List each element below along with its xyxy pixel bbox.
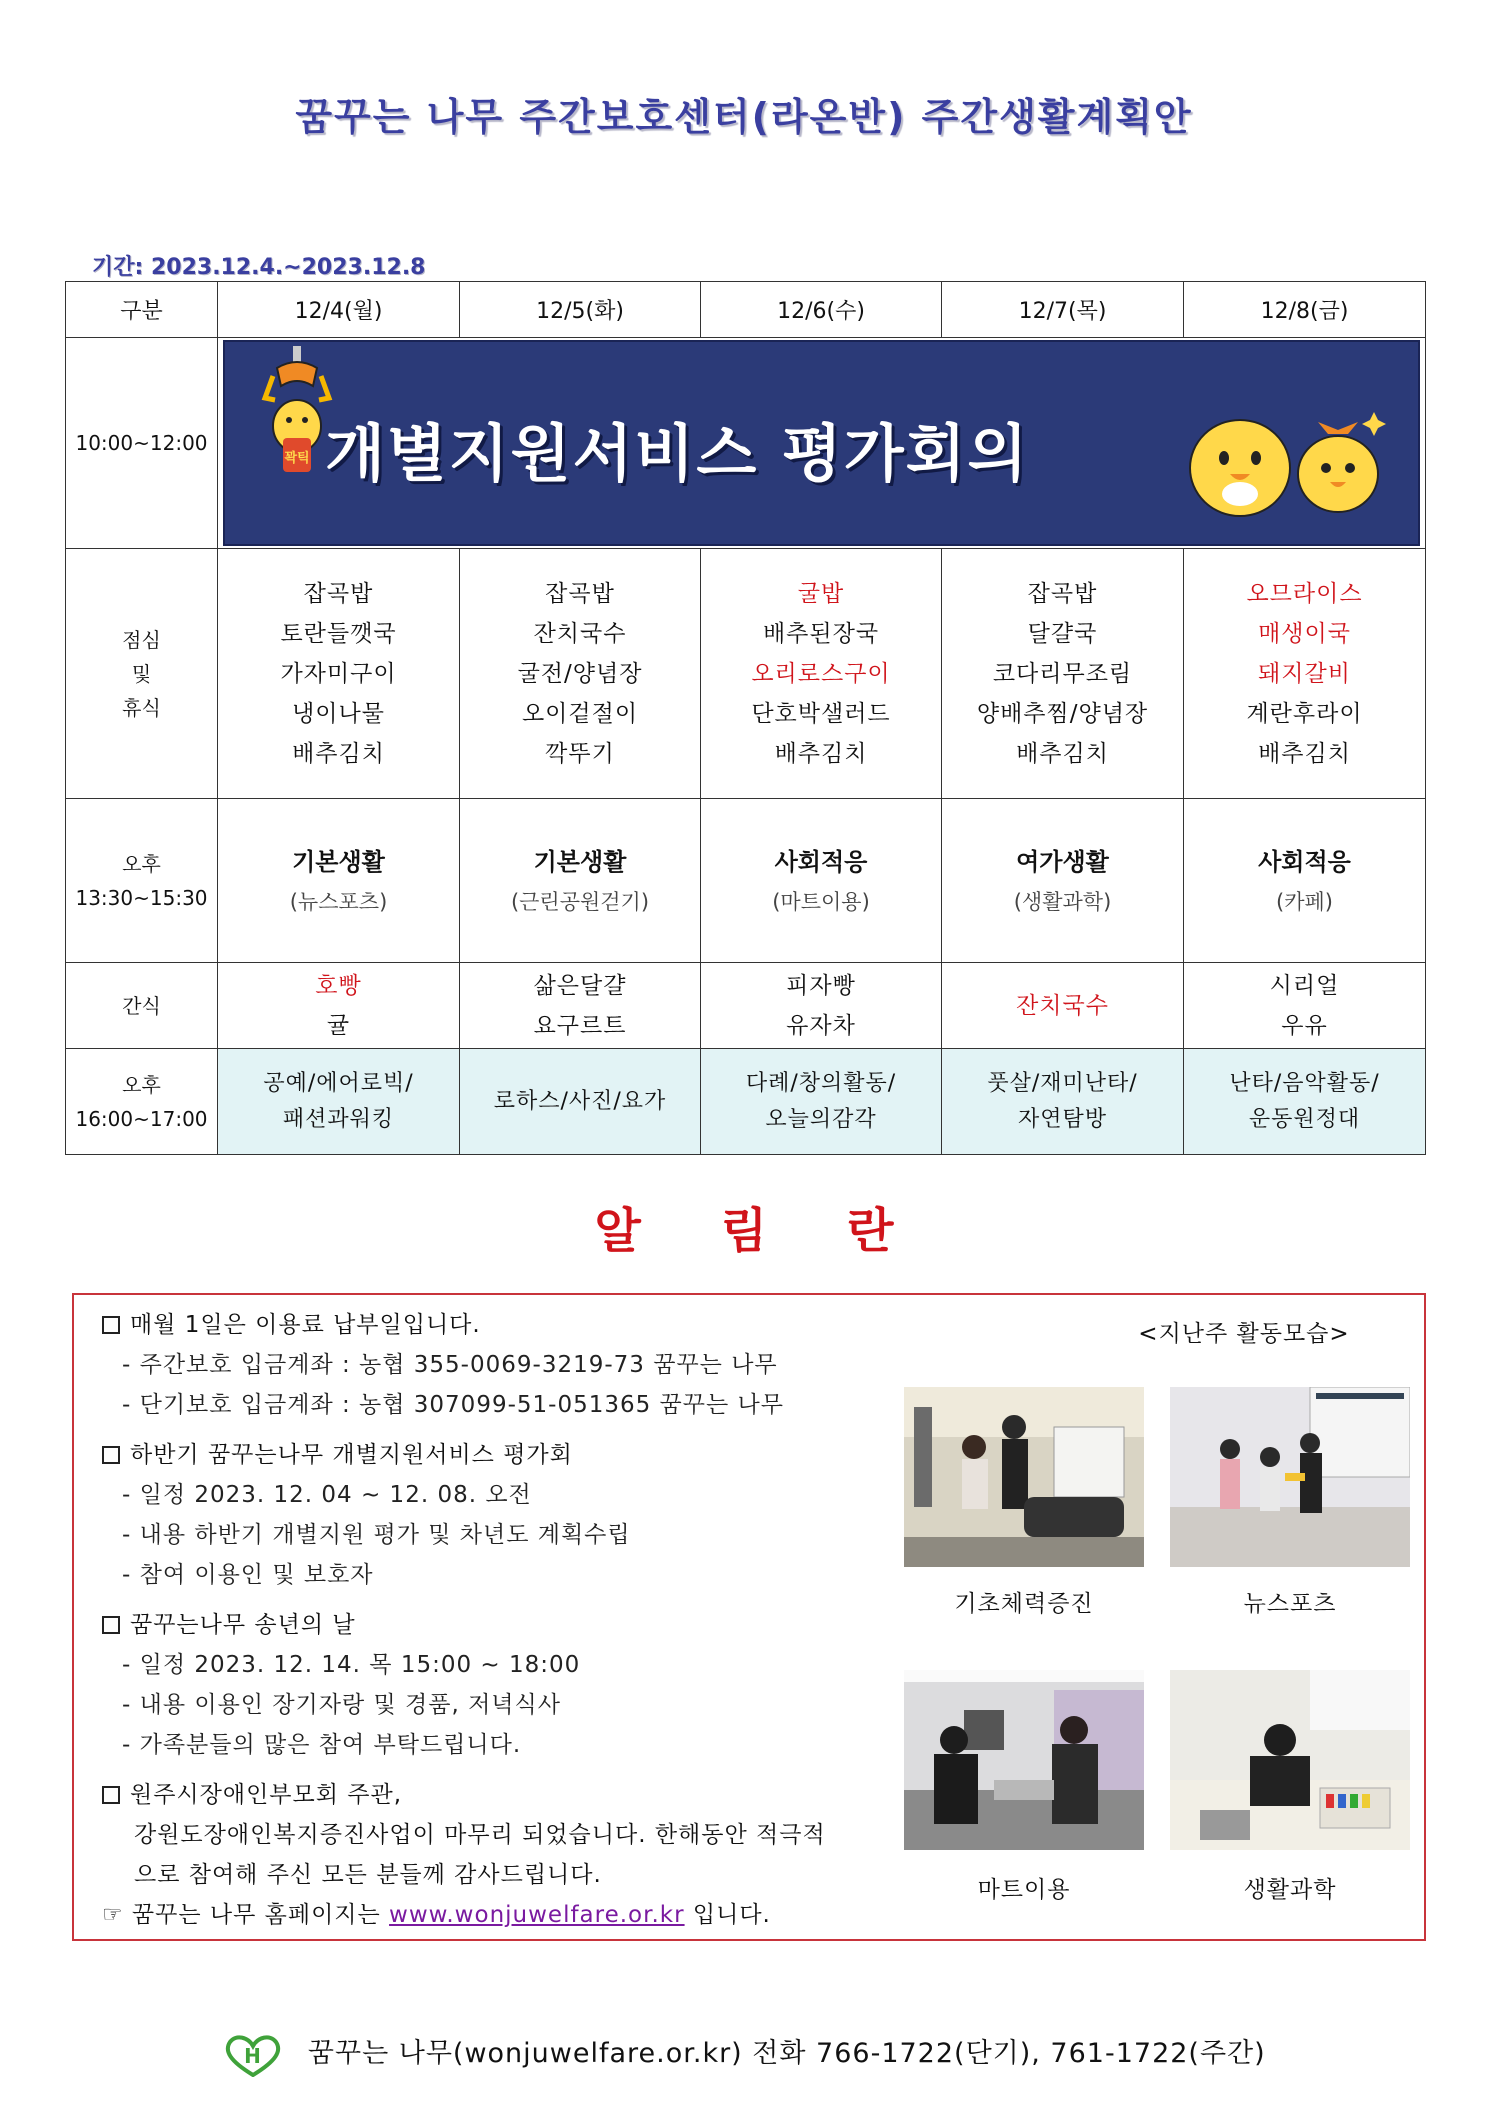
photo-caption: 생활과학: [1243, 1877, 1337, 1903]
notice-detail: 강원도장애인복지증진사업이 마무리 되었습니다. 한해동안 적극적: [134, 1822, 826, 1848]
chick-characters-icon: [1178, 402, 1388, 522]
menu-item: 계란후라이: [1246, 700, 1363, 727]
menu-item: 잡곡밥: [303, 580, 374, 607]
weekly-schedule-table: [65, 281, 1426, 1155]
menu-item: 달걀국: [1027, 620, 1098, 647]
activity-line: 자연탐방: [1017, 1106, 1107, 1132]
header-cell: 12/7(목): [942, 282, 1184, 338]
menu-item: 오므라이스: [1246, 580, 1363, 607]
lunch-cell: [460, 549, 701, 799]
menu-item: 우유: [1281, 1012, 1328, 1039]
lunch-row: [66, 549, 1426, 799]
menu-item: 굴밥: [797, 580, 845, 607]
menu-item: 잔치국수: [533, 620, 627, 647]
menu-item: 귤: [326, 1012, 351, 1039]
notice-detail: 으로 참여해 주신 모든 분들께 감사드립니다.: [134, 1862, 602, 1888]
snack-cell: [218, 963, 460, 1049]
notice-item: 매월 1일은 이용료 납부일입니다.: [102, 1305, 922, 1345]
activity-line: 운동원정대: [1248, 1106, 1361, 1132]
activity-line: 패션과워킹: [282, 1106, 395, 1132]
menu-item: 피자빵: [786, 972, 856, 999]
banner-title: 개별지원서비스 평가회의: [325, 417, 1030, 490]
activity-cell: [942, 1049, 1184, 1155]
menu-item: 배추된장국: [762, 620, 880, 647]
menu-item: 배추김치: [1016, 740, 1109, 767]
activity-line: 로하스/사진/요가: [493, 1088, 667, 1114]
activity-line: 공예/에어로빅/: [263, 1070, 414, 1096]
menu-item: 돼지갈비: [1258, 660, 1351, 687]
activity-cell: [1184, 1049, 1426, 1155]
photo-caption: 마트이용: [977, 1877, 1071, 1903]
checkbox-icon: [102, 1616, 120, 1634]
menu-item: 굴전/양념장: [517, 660, 643, 687]
menu-item: 가자미구이: [280, 660, 397, 687]
notice-box: [72, 1293, 1426, 1941]
row-label: 오후 16:00~17:00: [66, 1049, 218, 1155]
notice-detail: - 가족분들의 많은 참여 부탁드립니다.: [122, 1732, 522, 1758]
svg-text:H: H: [244, 2043, 263, 2068]
menu-item: 배추김치: [1258, 740, 1351, 767]
menu-item: 토란들깻국: [280, 620, 397, 647]
notice-detail: - 내용 이용인 장기자랑 및 경품, 저녁식사: [122, 1692, 561, 1718]
evaluation-meeting-banner: [223, 340, 1420, 546]
menu-item: 잡곡밥: [545, 580, 615, 607]
notice-item: 꿈꾸는나무 송년의 날: [102, 1605, 922, 1645]
activity-line: 난타/음악활동/: [1229, 1070, 1380, 1096]
menu-item: 오이겉절이: [521, 700, 639, 727]
menu-item: 단호박샐러드: [751, 700, 891, 727]
header-row: [66, 282, 1426, 338]
footer: [0, 2031, 1488, 2077]
activity-line: 풋살/재미난타/: [987, 1070, 1138, 1096]
checkbox-icon: [102, 1316, 120, 1334]
menu-item: 코다리무조림: [992, 660, 1133, 687]
page-title: 꿈꾸는 나무 주간보호센터(라온반) 주간생활계획안: [295, 95, 1193, 139]
lunch-cell: [1184, 549, 1426, 799]
lunch-cell: [218, 549, 460, 799]
notice-detail: - 일정 2023. 12. 14. 목 15:00 ~ 18:00: [122, 1652, 581, 1678]
menu-item: 배추김치: [774, 740, 868, 767]
checkbox-icon: [102, 1446, 120, 1464]
header-cell: 12/5(화): [460, 282, 701, 338]
notice-detail: - 참여 이용인 및 보호자: [122, 1562, 374, 1588]
photo-caption: 뉴스포츠: [1243, 1591, 1337, 1617]
menu-item: 시리얼: [1269, 972, 1340, 999]
menu-item: 잔치국수: [1016, 992, 1109, 1019]
center-logo-icon: [222, 2033, 284, 2077]
menu-item: 배추김치: [292, 740, 385, 767]
period-label: 기간: 2023.12.4.~2023.12.8: [92, 255, 426, 280]
header-cell: 12/8(금): [1184, 282, 1426, 338]
row-label: 10:00~12:00: [66, 338, 218, 549]
header-cell: 12/6(수): [701, 282, 942, 338]
homepage-link[interactable]: www.wonjuwelfare.or.kr: [389, 1902, 685, 1928]
header-cell: 구분: [66, 282, 218, 338]
photos-title: <지난주 활동모습>: [1138, 1321, 1350, 1347]
snack-row: [66, 963, 1426, 1049]
snack-cell: [701, 963, 942, 1049]
activity-cell: [460, 1049, 701, 1155]
menu-item: 양배추찜/양념장: [976, 700, 1149, 727]
row-label: 점심 및 휴식: [66, 549, 218, 799]
mart-photo: [904, 1670, 1144, 1850]
morning-row: [66, 338, 1426, 549]
banner-tag: 꽉틱: [284, 451, 310, 466]
row-label: 오후 13:30~15:30: [66, 799, 218, 963]
snack-cell: [460, 963, 701, 1049]
lunch-cell: [701, 549, 942, 799]
science-photo: [1170, 1670, 1410, 1850]
footer-text: 꿈꾸는 나무(wonjuwelfare.or.kr) 전화 766-1722(단기), 761-1722(주간): [307, 2038, 1266, 2069]
menu-item: 요구르트: [533, 1012, 627, 1039]
fitness-photo: [904, 1387, 1144, 1567]
activity-cell: [218, 1049, 460, 1155]
activity-cell: [701, 1049, 942, 1155]
program-cell: 여가생활 (생활과학): [942, 799, 1184, 963]
notice-item: 하반기 꿈꾸는나무 개별지원서비스 평가회: [102, 1435, 922, 1475]
notice-list: [102, 1305, 922, 1935]
notice-item: 원주시장애인부모회 주관,: [102, 1775, 922, 1815]
afternoon1-row: [66, 799, 1426, 963]
photo-caption: 기초체력증진: [954, 1591, 1094, 1617]
program-cell: 사회적응 (카페): [1184, 799, 1426, 963]
menu-item: 오리로스구이: [751, 660, 891, 687]
snack-cell: [942, 963, 1184, 1049]
activity-line: 다례/창의활동/: [745, 1070, 897, 1096]
checkbox-icon: [102, 1786, 120, 1804]
afternoon2-row: [66, 1049, 1426, 1155]
program-cell: 기본생활 (뉴스포츠): [218, 799, 460, 963]
header-cell: 12/4(월): [218, 282, 460, 338]
lunch-cell: [942, 549, 1184, 799]
snack-cell: [1184, 963, 1426, 1049]
program-cell: 사회적응 (마트이용): [701, 799, 942, 963]
notice-detail: - 단기보호 입금계좌 : 농협 307099-51-051365 꿈꾸는 나무: [122, 1392, 784, 1418]
menu-item: 삶은달걀: [533, 972, 627, 999]
program-cell: 기본생활 (근린공원걷기): [460, 799, 701, 963]
row-label: 간식: [66, 963, 218, 1049]
menu-item: 유자차: [786, 1012, 856, 1039]
menu-item: 깍뚜기: [545, 740, 615, 767]
notice-detail: - 주간보호 입금계좌 : 농협 355-0069-3219-73 꿈꾸는 나무: [122, 1352, 778, 1378]
homepage-line: ☞ 꿈꾸는 나무 홈페이지는 www.wonjuwelfare.or.kr 입니다.: [102, 1902, 771, 1928]
notice-heading: 알림란: [594, 1203, 974, 1259]
menu-item: 냉이나물: [292, 700, 385, 727]
menu-item: 호빵: [315, 972, 362, 999]
notice-detail: - 내용 하반기 개별지원 평가 및 차년도 계획수립: [122, 1522, 631, 1548]
menu-item: 매생이국: [1258, 620, 1351, 647]
menu-item: 잡곡밥: [1027, 580, 1098, 607]
activity-line: 오늘의감각: [765, 1106, 877, 1132]
notice-detail: - 일정 2023. 12. 04 ~ 12. 08. 오전: [122, 1482, 532, 1508]
newsports-photo: [1170, 1387, 1410, 1567]
